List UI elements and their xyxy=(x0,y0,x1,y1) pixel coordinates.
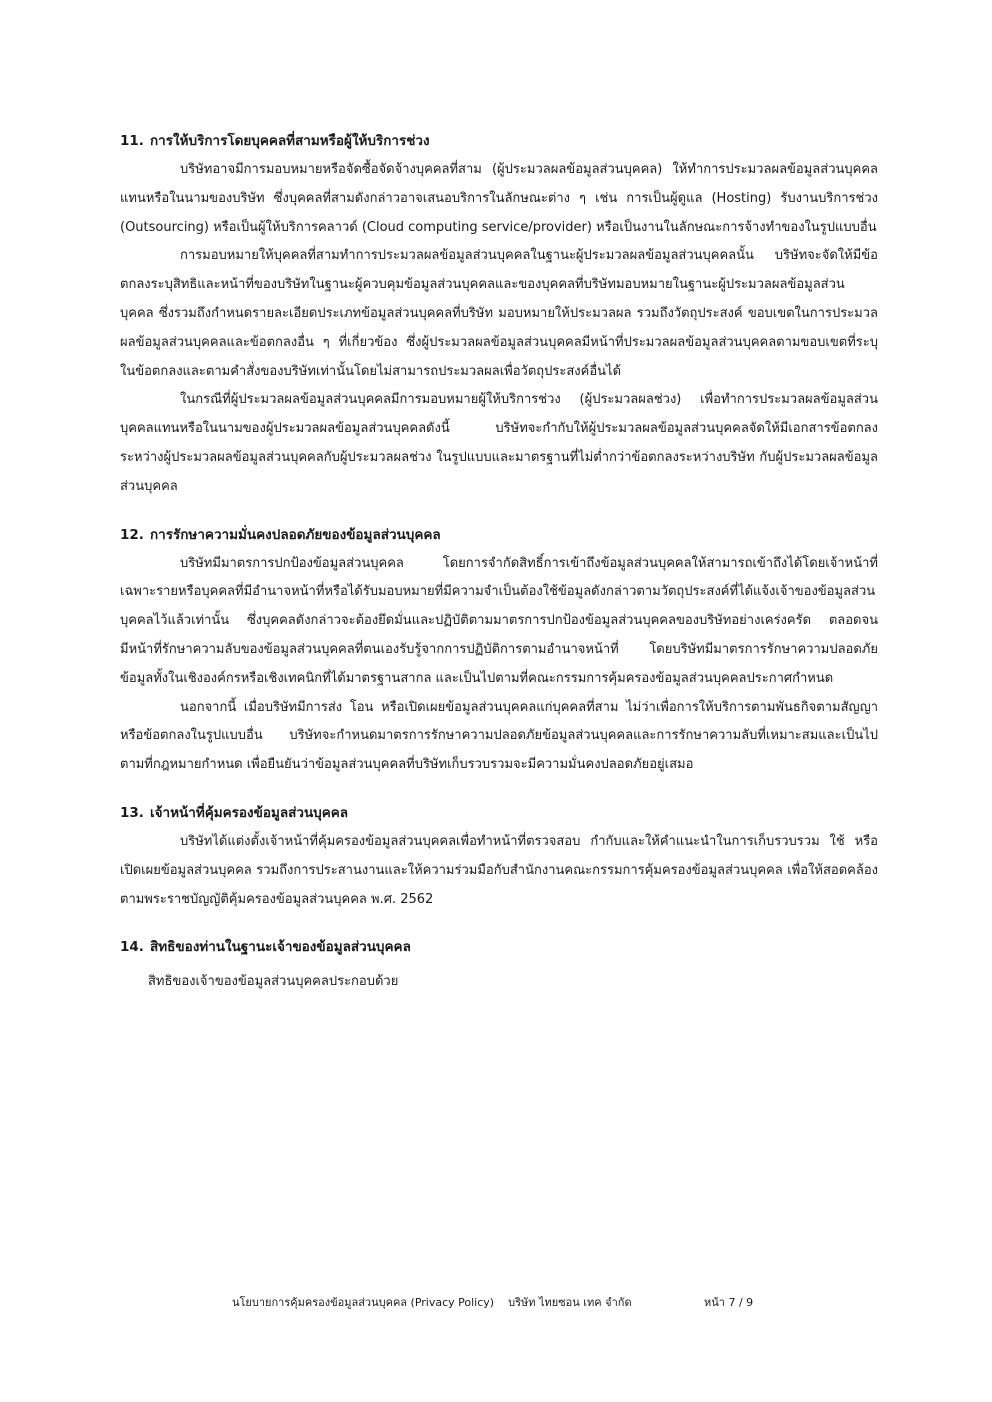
section-number: 11. xyxy=(120,133,144,149)
paragraph: ในกรณีที่ผู้ประมวลผลข้อมูลส่วนบุคคลมีการมอบหมายผู้ให้บริการช่วง (ผู้ประมวลผลช่วง) เพื่อทำการประมวลผลข้อมูลส่วนบุคคลแทนหรือในนามของผู้ประมวลผลข้อมูลส่วนบุคคลดังนี้ บริษัทจะกำกับให้ผู้ประมวลผลข้อมูลส่วนบุคคลจัดให้มีเอกสารข้อตกลงระหว่างผู้ประมวลผลข้อมูลส่วนบุคคลกับผู้ประมวลผลช่วง ในรูปแบบและมาตรฐานที่ไม่ต่ำกว่าข้อตกลงระหว่างบริษัท กับผู้ประมวลผลข้อมูลส่วนบุคคล xyxy=(120,392,878,494)
section-number: 12. xyxy=(120,526,144,543)
document-body xyxy=(120,130,878,1019)
paragraph: บริษัทอาจมีการมอบหมายหรือจัดซื้อจัดจ้างบุคคลที่สาม (ผู้ประมวลผลข้อมูลส่วนบุคคล) ให้ทำการประมวลผลข้อมูลส่วนบุคคลแทนหรือในนามของบริษัท ซึ่งบุคคลที่สามดังกล่าวอาจเสนอบริการในลักษณะต่าง ๆ เช่น การเป็นผู้ดูแล (Hosting) รับงานบริการช่วง (Outsourcing) หรือเป็นผู้ให้บริการคลาวด์ (Cloud computing service/provider) หรือเป็นงานในลักษณะการจ้างทำของในรูปแบบอื่น xyxy=(120,162,878,235)
section-number: 13. xyxy=(120,804,144,821)
footer-company-name: บริษัท ไทยซอน เทค จำกัด xyxy=(508,1296,632,1309)
section-title: สิทธิของท่านในฐานะเจ้าของข้อมูลส่วนบุคคล xyxy=(150,939,411,956)
paragraph: นอกจากนี้ เมื่อบริษัทมีการส่ง โอน หรือเปิดเผยข้อมูลส่วนบุคคลแก่บุคคลที่สาม ไม่ว่าเพื่อการให้บริการตามพันธกิจตามสัญญา หรือข้อตกลงในรูปแบบอื่น บริษัทจะกำหนดมาตรการรักษาความปลอดภัยข้อมูลส่วนบุคคลและการรักษาความลับที่เหมาะสมและเป็นไปตามที่กฎหมายกำหนด เพื่อยืนยันว่าข้อมูลส่วนบุคคลที่บริษัทเก็บรวบรวมจะมีความมั่นคงปลอดภัยอยู่เสมอ xyxy=(120,699,878,773)
section-number: 14. xyxy=(120,939,144,956)
section-12 xyxy=(120,524,878,780)
section-title: การให้บริการโดยบุคคลที่สามหรือผู้ให้บริการช่วง xyxy=(150,133,430,149)
paragraph: บริษัทมีมาตรการปกป้องข้อมูลส่วนบุคคล โดยการจำกัดสิทธิ์การเข้าถึงข้อมูลส่วนบุคคลให้สามารถเข้าถึงได้โดยเจ้าหน้าที่เฉพาะรายหรือบุคคลที่มีอำนาจหน้าที่หรือได้รับมอบหมายที่มีความจำเป็นต้องใช้ข้อมูลดังกล่าวตามวัตถุประสงค์ที่ได้แจ้งเจ้าของข้อมูลส่วนบุคคลไว้แล้วเท่านั้น ซึ่งบุคคลดังกล่าวจะต้องยึดมั่นและปฏิบัติตามมาตรการปกป้องข้อมูลส่วนบุคคลของบริษัทอย่างเคร่งครัด ตลอดจนมีหน้าที่รักษาความลับของข้อมูลส่วนบุคคลที่ตนเองรับรู้จากการปฏิบัติการตามอำนาจหน้าที่ โดยบริษัทมีมาตรการรักษาความปลอดภัยข้อมูลทั้งในเชิงองค์กรหรือเชิงเทคนิกที่ได้มาตรฐานสากล และเป็นไปตามที่คณะกรรมการคุ้มครองข้อมูลส่วนบุคคลประกาศกำหนด xyxy=(120,555,878,686)
footer-policy-title: นโยบายการคุ้มครองข้อมูลส่วนบุคคล (Privacy Policy) xyxy=(232,1296,495,1309)
footer-page-number: หน้า 7 / 9 xyxy=(704,1296,754,1309)
section-heading xyxy=(120,802,878,824)
section-title: เจ้าหน้าที่คุ้มครองข้อมูลส่วนบุคคล xyxy=(150,804,349,821)
section-title: การรักษาความมั่นคงปลอดภัยของข้อมูลส่วนบุคคล xyxy=(150,526,441,543)
section-11 xyxy=(120,130,878,502)
paragraph: บริษัทได้แต่งตั้งเจ้าหน้าที่คุ้มครองข้อมูลส่วนบุคคลเพื่อทำหน้าที่ตรวจสอบ กำกับและให้คำแนะนำในการเก็บรวบรวม ใช้ หรือเปิดเผยข้อมูลส่วนบุคคล รวมถึงการประสานงานและให้ความร่วมมือกับสำนักงานคณะกรรมการคุ้มครองข้อมูลส่วนบุคคล เพื่อให้สอดคล้องตามพระราชบัญญัติคุ้มครองข้อมูลส่วนบุคคล พ.ศ. 2562 xyxy=(120,833,878,907)
section-heading xyxy=(120,936,878,958)
footer-document-info xyxy=(232,1295,632,1311)
paragraph: สิทธิของเจ้าของข้อมูลส่วนบุคคลประกอบด้วย xyxy=(148,974,399,990)
section-14 xyxy=(120,936,878,997)
paragraph: การมอบหมายให้บุคคลที่สามทำการประมวลผลข้อมูลส่วนบุคคลในฐานะผู้ประมวลผลข้อมูลส่วนบุคคลนั้น บริษัทจะจัดให้มีข้อตกลงระบุสิทธิและหน้าที่ของบริษัทในฐานะผู้ควบคุมข้อมูลส่วนบุคคลและของบุคคลที่บริษัทมอบหมายในฐานะผู้ประมวลผลข้อมูลส่วนบุคคล ซึ่งรวมถึงกำหนดรายละเอียดประเภทข้อมูลส่วนบุคคลที่บริษัท มอบหมายให้ประมวลผล รวมถึงวัตถุประสงค์ ขอบเขตในการประมวลผลข้อมูลส่วนบุคคลและข้อตกลงอื่น ๆ ที่เกี่ยวข้อง ซึ่งผู้ประมวลผลข้อมูลส่วนบุคคลมีหน้าที่ประมวลผลข้อมูลส่วนบุคคลตามขอบเขตที่ระบุในข้อตกลงและตามคำสั่งของบริษัทเท่านั้นโดยไม่สามารถประมวลผลเพื่อวัตถุประสงค์อื่นได้ xyxy=(120,248,878,379)
section-13 xyxy=(120,802,878,914)
section-heading xyxy=(120,130,878,152)
section-heading xyxy=(120,524,878,546)
